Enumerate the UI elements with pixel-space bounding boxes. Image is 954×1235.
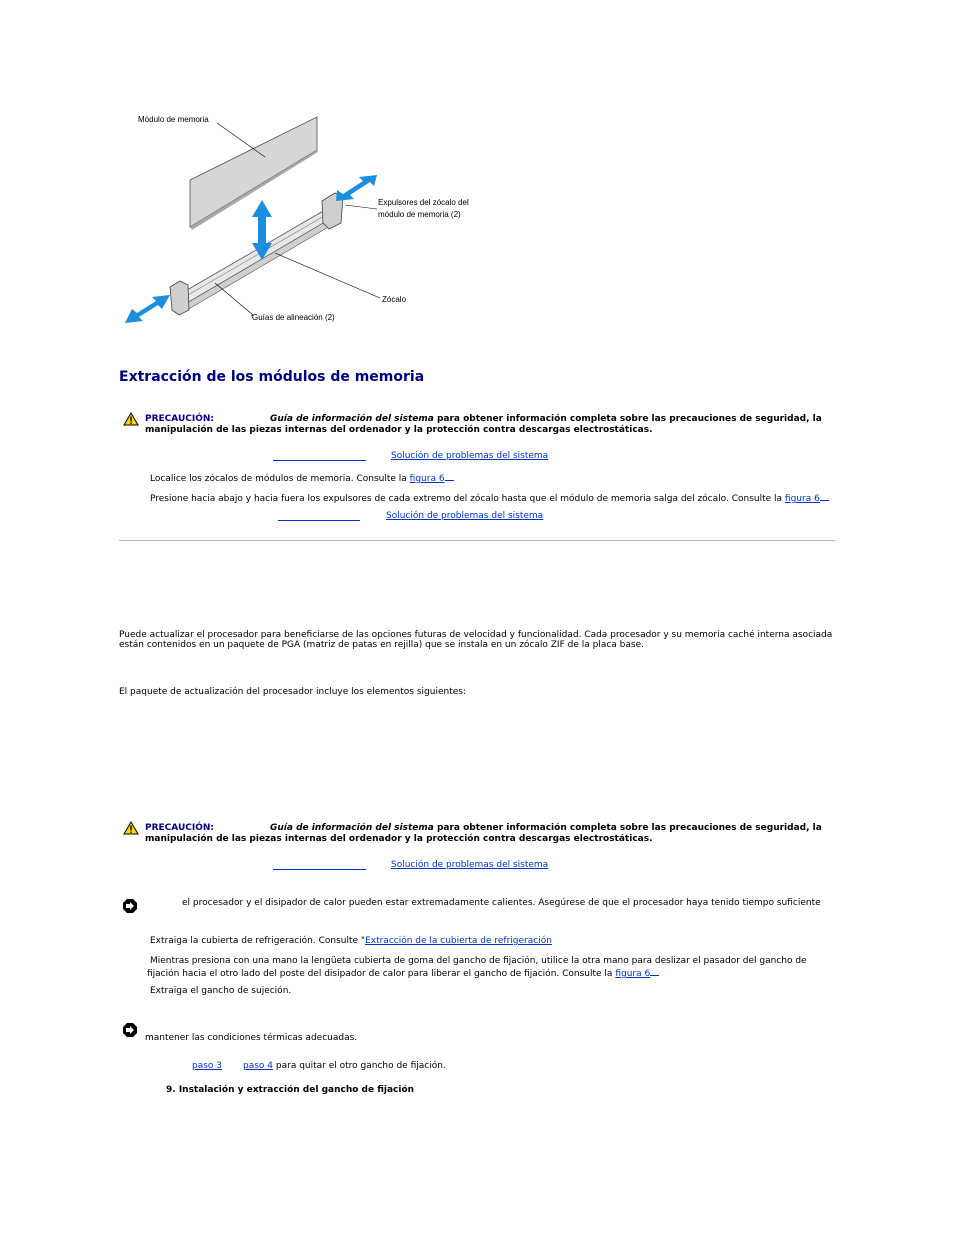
troubleshoot-link-2[interactable]: Solución de problemas del sistema [386,511,544,521]
troubleshoot-link-1[interactable]: Solución de problemas del sistema [391,451,549,461]
figure-6-link[interactable]: figura 6 [784,494,820,504]
diagonal-arrow-icon-right [336,175,377,201]
figure-label-ejectors-1: Expulsores del zócalo del [378,198,469,207]
step-4-link[interactable]: paso 4 [243,1061,274,1071]
figure-label-socket: Zócalo [382,295,407,304]
caution-text-1: PRECAUCIÓN: Guía de información del sistema para obtener información completa sobre las precauciones de seguridad, la [145,414,822,424]
caution-icon [123,412,139,426]
notice-icon [122,1022,138,1038]
step-3-link[interactable]: paso 3 [192,1061,223,1071]
caution-text-1-line2: manipulación de las piezas internas del ordenador y la protección contra descargas electrostáticas. [145,425,653,435]
caution-text-2: PRECAUCIÓN: Guía de información del sistema para obtener información completa sobre las precauciones de seguridad, la [145,823,822,833]
diagonal-arrow-icon-left [125,295,170,323]
notice-icon [122,898,138,914]
processor-intro-line1: Puede actualizar el procesador para beneficiarse de las opciones futuras de velocidad y funcionalidad. Cada procesador y su memoria caché interna asociada [119,630,833,640]
troubleshoot-link-3[interactable]: Solución de problemas del sistema [391,860,549,870]
step-remove-cover: Extraiga la cubierta de refrigeración. Consulte "Extracción de la cubierta de refrigeración [150,936,552,946]
figure-label-module: Módulo de memoria [138,115,209,124]
blank-link[interactable] [273,860,366,870]
figure-label-ejectors-2: módulo de memoria (2) [378,210,461,219]
step-press: Presione hacia abajo y hacia fuera los expulsores de cada extremo del zócalo hasta que el módulo de memoria salga del zócalo. Consulte la figura 6 [150,491,829,504]
notice-thermal-text: mantener las condiciones térmicas adecuadas. [145,1033,358,1043]
section-divider [119,540,835,541]
step-remove-clip: Extraiga el gancho de sujeción. [150,986,292,996]
blank-link[interactable] [278,511,360,521]
caution-icon [123,821,139,835]
caution-text-2-line2: manipulación de las piezas internas del ordenador y la protección contra descargas electrostáticas. [145,834,653,844]
figure-6-link[interactable]: figura 6 [409,474,445,484]
step-press-clip-line2: fijación hacia el otro lado del poste del disipador de calor para liberar el gancho de fijación. Consulte la figura 6 [147,966,659,979]
step-locate: Localice los zócalos de módulos de memoria. Consulte la figura 6 [150,471,454,484]
upgrade-kit-intro: El paquete de actualización del procesador incluye los elementos siguientes: [119,687,466,697]
memory-module [190,117,317,227]
system-info-guide: Guía de información del sistema [270,414,434,424]
figure-caption: 9. Instalación y extracción del gancho de fijación [166,1085,415,1095]
step-repeat: paso 3 paso 4 para quitar el otro gancho de fijación. [192,1061,446,1071]
processor-intro-line2: están contenidos en un paquete de PGA (matriz de patas en rejilla) que se instala en un zócalo ZIF de la placa base. [119,640,644,650]
cooling-shroud-link[interactable]: Extracción de la cubierta de refrigeración [365,936,552,946]
figure-6-link[interactable]: figura 6 [615,969,651,979]
caution-label: PRECAUCIÓN: [145,414,215,424]
figure-label-guides: Guías de alineación (2) [252,313,335,322]
section-title: Extracción de los módulos de memoria [119,369,425,385]
memory-module-figure [115,105,485,330]
blank-link[interactable] [273,451,366,461]
step-press-clip-line1: Mientras presiona con una mano la lengüeta cubierta de goma del gancho de fijación, utilice la otra mano para deslizar el pasador del gancho de [150,956,807,966]
notice-hot-text: el procesador y el disipador de calor pueden estar extremadamente calientes. Asegúrese de que el procesador haya tenido tiempo suficiente [182,898,821,908]
socket-ejector-left [170,281,189,315]
